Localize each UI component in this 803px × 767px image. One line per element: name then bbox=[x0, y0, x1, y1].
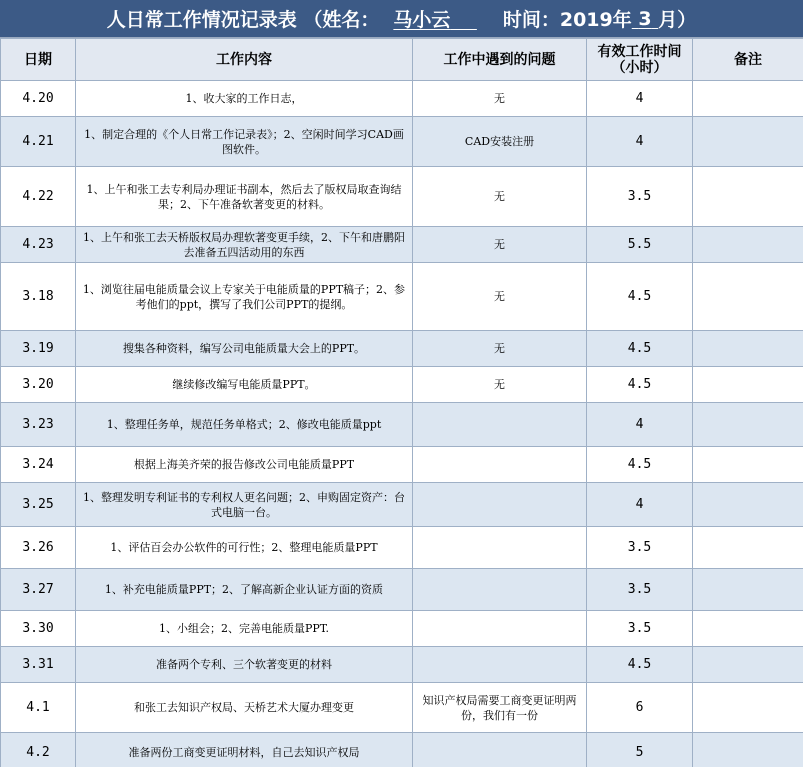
date-cell: 3.31 bbox=[1, 647, 76, 683]
table-row bbox=[1, 611, 803, 647]
date-cell: 4.1 bbox=[1, 683, 76, 733]
table-row bbox=[1, 733, 803, 767]
problems-cell: 无 bbox=[413, 263, 587, 331]
problems-cell bbox=[413, 527, 587, 569]
table-row bbox=[1, 167, 803, 227]
problems-cell bbox=[413, 569, 587, 611]
date-cell: 4.23 bbox=[1, 227, 76, 263]
hours-cell: 3.5 bbox=[587, 527, 693, 569]
content-cell: 和张工去知识产权局、天桥艺术大厦办理变更 bbox=[76, 683, 413, 733]
content-cell: 准备两份工商变更证明材料，自己去知识产权局 bbox=[76, 733, 413, 767]
title-prefix: 人日常工作情况记录表 （姓名： bbox=[106, 9, 380, 31]
date-cell: 3.25 bbox=[1, 483, 76, 527]
title-month: 3 bbox=[638, 7, 652, 30]
notes-cell bbox=[693, 527, 803, 569]
notes-cell bbox=[693, 647, 803, 683]
table-row bbox=[1, 403, 803, 447]
content-cell: 继续修改编写电能质量PPT。 bbox=[76, 367, 413, 403]
content-cell: 1、补充电能质量PPT；2、了解高新企业认证方面的资质 bbox=[76, 569, 413, 611]
header-problems: 工作中遇到的问题 bbox=[413, 39, 587, 81]
notes-cell bbox=[693, 447, 803, 483]
hours-cell: 3.5 bbox=[587, 569, 693, 611]
problems-cell: 知识产权局需要工商变更证明两份，我们有一份 bbox=[413, 683, 587, 733]
hours-cell: 4 bbox=[587, 403, 693, 447]
work-log-table bbox=[0, 38, 803, 767]
date-cell: 3.30 bbox=[1, 611, 76, 647]
notes-cell bbox=[693, 483, 803, 527]
notes-cell bbox=[693, 263, 803, 331]
content-cell: 1、上午和张工去天桥版权局办理软著变更手续，2、下午和唐鹏阳去准备五四活动用的东西 bbox=[76, 227, 413, 263]
content-cell: 准备两个专利、三个软著变更的材料 bbox=[76, 647, 413, 683]
problems-cell: 无 bbox=[413, 81, 587, 117]
notes-cell bbox=[693, 167, 803, 227]
header-content: 工作内容 bbox=[76, 39, 413, 81]
header-row bbox=[1, 39, 803, 81]
hours-cell: 4.5 bbox=[587, 647, 693, 683]
date-cell: 3.20 bbox=[1, 367, 76, 403]
problems-cell: CAD安装注册 bbox=[413, 117, 587, 167]
content-cell: 1、收大家的工作日志， bbox=[76, 81, 413, 117]
hours-cell: 4 bbox=[587, 81, 693, 117]
notes-cell bbox=[693, 611, 803, 647]
table-row bbox=[1, 569, 803, 611]
date-cell: 3.26 bbox=[1, 527, 76, 569]
content-cell: 1、制定合理的《个人日常工作记录表》；2、空闲时间学习CAD画图软件。 bbox=[76, 117, 413, 167]
date-cell: 4.22 bbox=[1, 167, 76, 227]
sheet-title bbox=[0, 0, 803, 38]
hours-cell: 5.5 bbox=[587, 227, 693, 263]
problems-cell: 无 bbox=[413, 227, 587, 263]
table-row bbox=[1, 527, 803, 569]
content-cell: 搜集各种资料，编写公司电能质量大会上的PPT。 bbox=[76, 331, 413, 367]
content-cell: 1、浏览往届电能质量会议上专家关于电能质量的PPT稿子；2、参考他们的ppt，撰写了我们公司PPT的提纲。 bbox=[76, 263, 413, 331]
hours-cell: 4 bbox=[587, 483, 693, 527]
problems-cell bbox=[413, 647, 587, 683]
hours-cell: 4.5 bbox=[587, 367, 693, 403]
problems-cell: 无 bbox=[413, 167, 587, 227]
header-date: 日期 bbox=[1, 39, 76, 81]
title-time-label: 时间：2019年 bbox=[502, 9, 632, 31]
table-row bbox=[1, 483, 803, 527]
date-cell: 4.21 bbox=[1, 117, 76, 167]
date-cell: 3.18 bbox=[1, 263, 76, 331]
table-row bbox=[1, 447, 803, 483]
table-row bbox=[1, 227, 803, 263]
table-row bbox=[1, 647, 803, 683]
notes-cell bbox=[693, 331, 803, 367]
content-cell: 1、评估百会办公软件的可行性；2、整理电能质量PPT bbox=[76, 527, 413, 569]
hours-cell: 3.5 bbox=[587, 611, 693, 647]
header-hours: 有效工作时间（小时） bbox=[587, 39, 693, 81]
problems-cell bbox=[413, 483, 587, 527]
hours-cell: 4.5 bbox=[587, 263, 693, 331]
notes-cell bbox=[693, 117, 803, 167]
hours-cell: 3.5 bbox=[587, 167, 693, 227]
table-row bbox=[1, 367, 803, 403]
date-cell: 3.24 bbox=[1, 447, 76, 483]
problems-cell bbox=[413, 447, 587, 483]
notes-cell bbox=[693, 81, 803, 117]
content-cell: 1、小组会；2、完善电能质量PPT. bbox=[76, 611, 413, 647]
hours-cell: 4.5 bbox=[587, 447, 693, 483]
content-cell: 1、上午和张工去专利局办理证书副本，然后去了版权局取查询结果；2、下午准备软著变更的材料。 bbox=[76, 167, 413, 227]
table-row bbox=[1, 81, 803, 117]
content-cell: 根据上海美齐荣的报告修改公司电能质量PPT bbox=[76, 447, 413, 483]
notes-cell bbox=[693, 403, 803, 447]
notes-cell bbox=[693, 733, 803, 767]
problems-cell bbox=[413, 733, 587, 767]
date-cell: 4.20 bbox=[1, 81, 76, 117]
problems-cell: 无 bbox=[413, 331, 587, 367]
date-cell: 3.23 bbox=[1, 403, 76, 447]
notes-cell bbox=[693, 683, 803, 733]
title-name: 马小云 bbox=[393, 9, 451, 31]
title-month-suffix: 月） bbox=[658, 9, 697, 31]
date-cell: 3.27 bbox=[1, 569, 76, 611]
content-cell: 1、整理发明专利证书的专利权人更名问题；2、申购固定资产：台式电脑一台。 bbox=[76, 483, 413, 527]
notes-cell bbox=[693, 227, 803, 263]
header-notes: 备注 bbox=[693, 39, 803, 81]
problems-cell bbox=[413, 611, 587, 647]
table-row bbox=[1, 331, 803, 367]
notes-cell bbox=[693, 367, 803, 403]
table-row bbox=[1, 117, 803, 167]
problems-cell: 无 bbox=[413, 367, 587, 403]
table-row bbox=[1, 263, 803, 331]
content-cell: 1、整理任务单，规范任务单格式；2、修改电能质量ppt bbox=[76, 403, 413, 447]
hours-cell: 4 bbox=[587, 117, 693, 167]
table-row bbox=[1, 683, 803, 733]
notes-cell bbox=[693, 569, 803, 611]
date-cell: 4.2 bbox=[1, 733, 76, 767]
date-cell: 3.19 bbox=[1, 331, 76, 367]
problems-cell bbox=[413, 403, 587, 447]
hours-cell: 5 bbox=[587, 733, 693, 767]
hours-cell: 4.5 bbox=[587, 331, 693, 367]
hours-cell: 6 bbox=[587, 683, 693, 733]
